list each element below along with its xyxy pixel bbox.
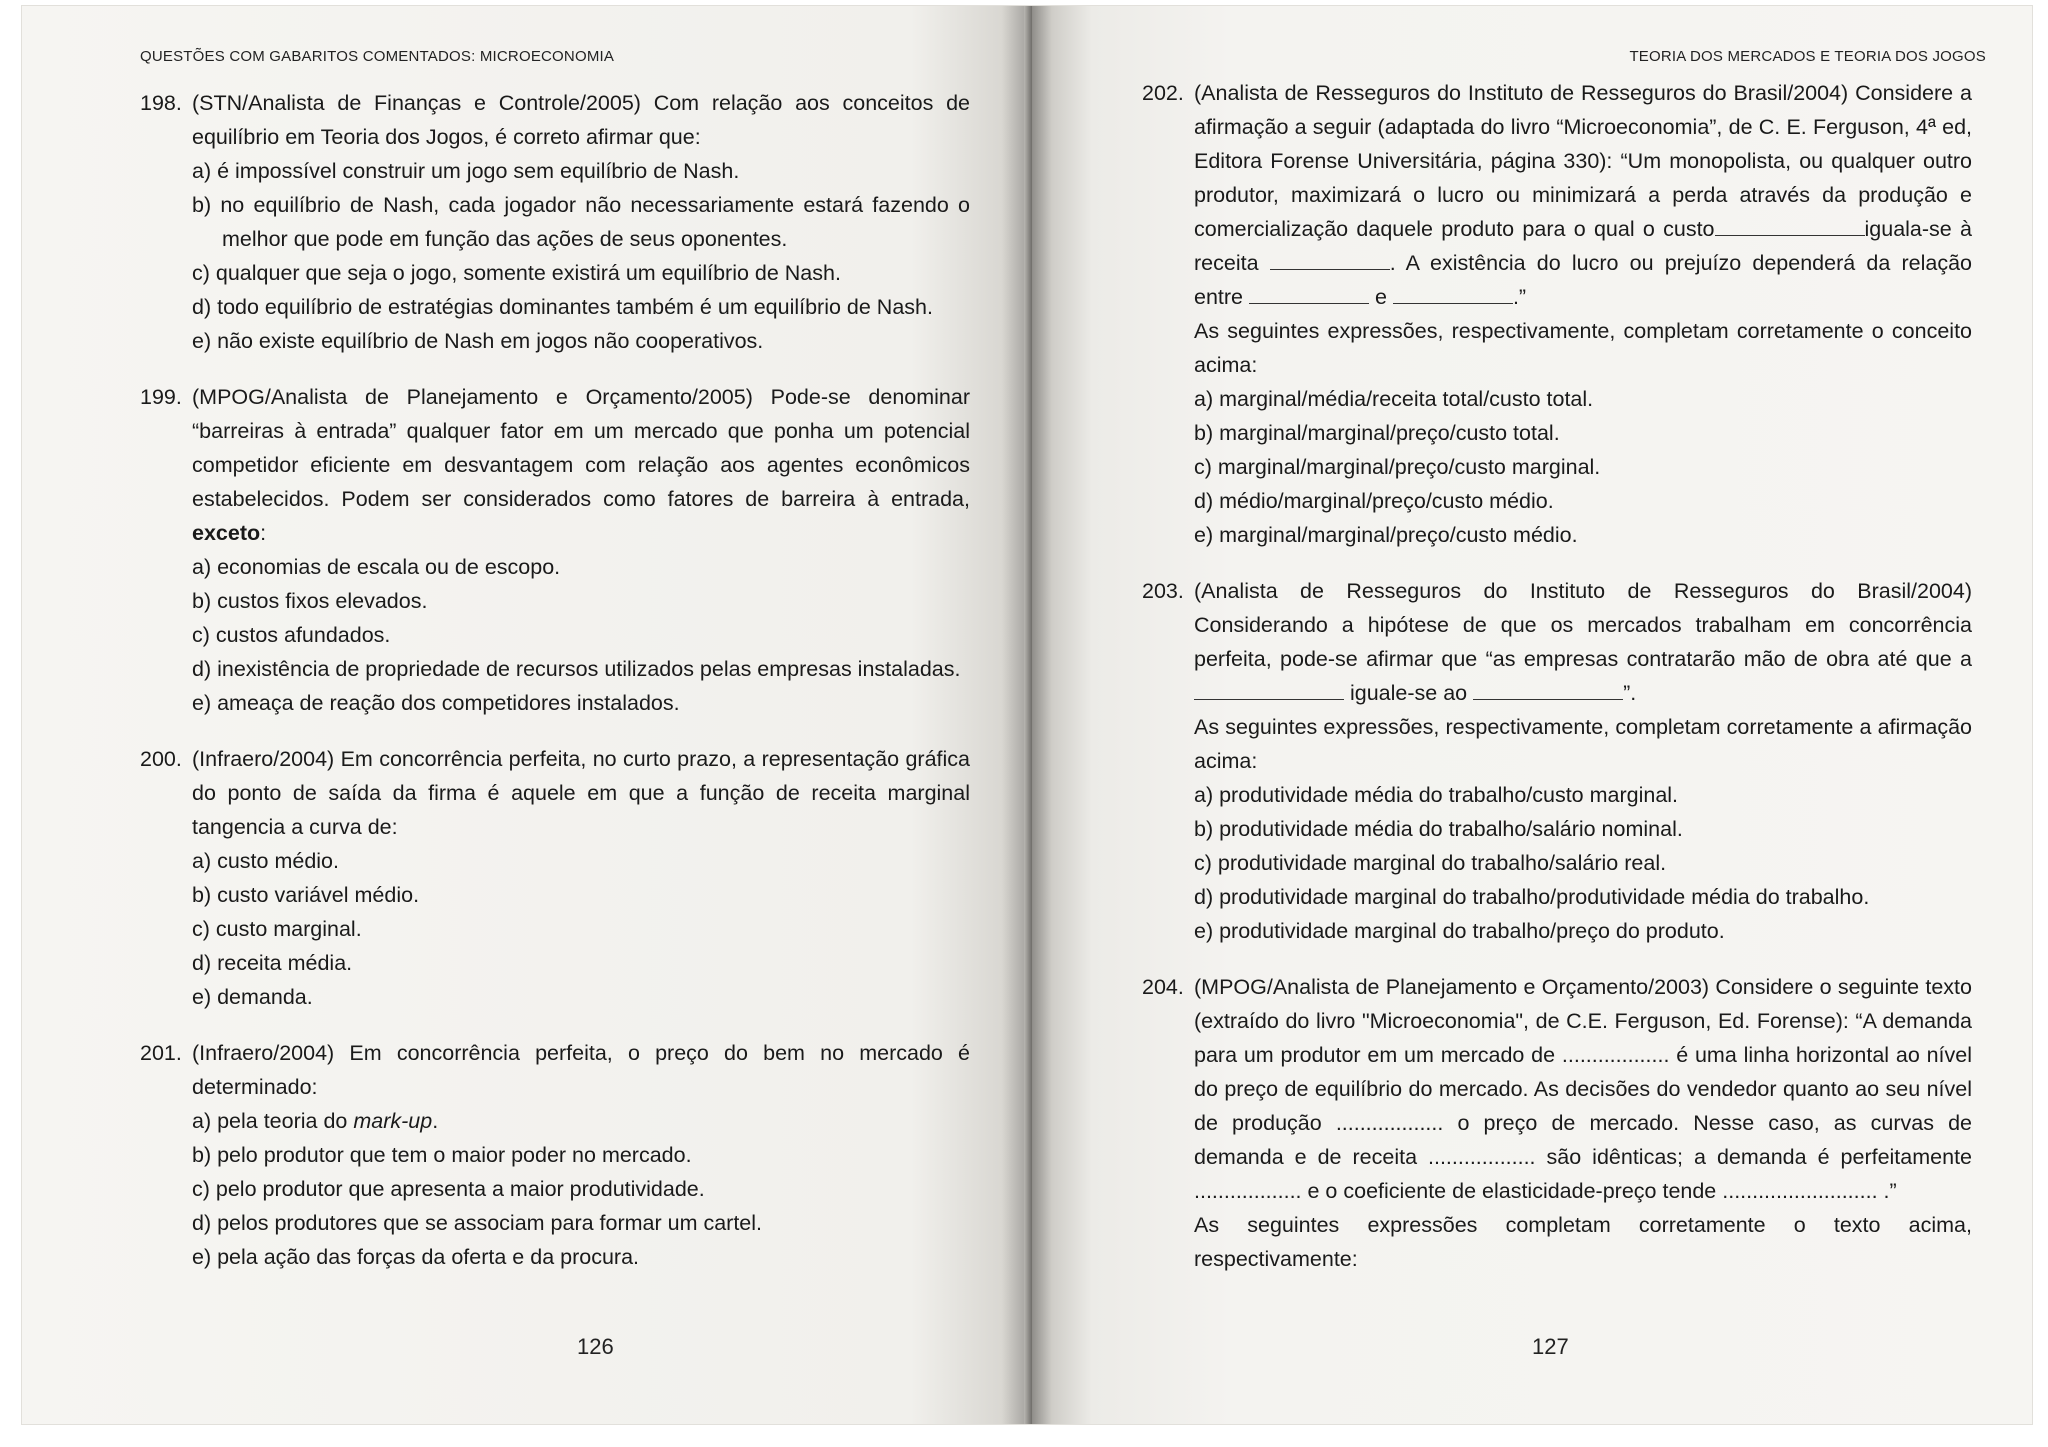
option-a-prefix: a) pela teoria do — [192, 1109, 354, 1133]
option-a: a) economias de escala ou de escopo. — [192, 555, 561, 579]
options-list — [192, 844, 970, 1014]
option-a — [192, 1104, 970, 1138]
option-d: d) todo equilíbrio de estratégias dominantes também é um equilíbrio de Nash. — [192, 295, 933, 319]
question-198 — [140, 86, 970, 358]
question-199 — [140, 380, 970, 720]
option-a-italic-term: mark-up — [353, 1109, 433, 1133]
option-e: e) demanda. — [192, 985, 313, 1009]
q202-text-4: e — [1374, 285, 1387, 309]
option-d: d) médio/marginal/preço/custo médio. — [1194, 489, 1554, 513]
blank-line — [1715, 214, 1865, 237]
question-text: (Infraero/2004) Em concorrência perfeita, no curto prazo, a representação gráfica do ponto de saída da firma é aquele em que a função de receita marginal tangencia a curva de: — [192, 747, 970, 839]
options-list — [1194, 382, 1972, 552]
option-a: a) produtividade média do trabalho/custo marginal. — [1194, 783, 1679, 807]
question-number: 198. — [140, 91, 182, 115]
blank-line — [1473, 678, 1623, 701]
option-b: b) no equilíbrio de Nash, cada jogador não necessariamente estará fazendo o melhor que pode em função das ações de seus oponentes. — [192, 193, 970, 251]
option-a-suffix: . — [432, 1109, 439, 1133]
q203-text-3: ”. — [1623, 681, 1637, 705]
question-203 — [1142, 574, 1972, 948]
options-list — [192, 1104, 970, 1274]
option-e: e) pela ação das forças da oferta e da procura. — [192, 1245, 639, 1269]
question-text — [192, 380, 970, 550]
option-e: e) produtividade marginal do trabalho/preço do produto. — [1194, 919, 1725, 943]
question-text — [1194, 970, 1972, 1276]
option-a: a) é impossível construir um jogo sem equilíbrio de Nash. — [192, 159, 740, 183]
right-running-head: TEORIA DOS MERCADOS E TEORIA DOS JOGOS — [1629, 48, 1986, 65]
blank-line — [1249, 282, 1369, 305]
option-c: c) marginal/marginal/preço/custo marginal. — [1194, 455, 1601, 479]
q203-text-2: iguale-se ao — [1349, 681, 1468, 705]
question-text: (STN/Analista de Finanças e Controle/2005) Com relação aos conceitos de equilíbrio em Teoria dos Jogos, é correto afirmar que: — [192, 91, 970, 149]
question-number: 203. — [1142, 579, 1184, 603]
question-number: 199. — [140, 385, 182, 409]
q202-text-2: iguala-se à receita — [1194, 217, 1972, 275]
question-204 — [1142, 970, 1972, 1276]
book-spread — [22, 6, 2032, 1424]
option-b: b) custos fixos elevados. — [192, 589, 428, 613]
option-a: a) marginal/média/receita total/custo total. — [1194, 387, 1594, 411]
question-201 — [140, 1036, 970, 1274]
q204-text: (MPOG/Analista de Planejamento e Orçamento/2003) Considere o seguinte texto (extraído do livro "Microeconomia", de C.E. Ferguson, Ed. Forense): “A demanda para um produtor em um mercado de .................. é uma linha horizontal ao nível do preço de equilíbrio do mercado. As decisões do vendedor quanto ao seu nível de produção .................. o preço de mercado. Nesse caso, as curvas de demanda e de receita .................. são idênticas; a demanda é perfeitamente .................. e o coeficiente de elasticidade-preço tende .......................... .” — [1194, 975, 1972, 1203]
q202-text-1: (Analista de Resseguros do Instituto de Resseguros do Brasil/2004) Considere a afirmação a seguir (adaptada do livro “Microeconomia”, de C. E. Ferguson, 4ª ed, Editora Forense Universitária, página 330): “Um monopolista, ou qualquer outro produtor, maximizará o lucro ou minimizará a perda através da produção e comercialização daquele produto para o qual o custo — [1194, 81, 1972, 241]
blank-line — [1270, 248, 1390, 271]
question-number: 200. — [140, 747, 182, 771]
question-text-emphasis: exceto — [192, 521, 261, 545]
option-c: c) pelo produtor que apresenta a maior produtividade. — [192, 1177, 705, 1201]
right-page-number: 127 — [1532, 1334, 1569, 1359]
q203-text-1: (Analista de Resseguros do Instituto de Resseguros do Brasil/2004) Considerando a hipótese de que os mercados trabalham em concorrência perfeita, pode-se afirmar que “as empresas contratarão mão de obra até que a — [1194, 579, 1972, 671]
option-d: d) receita média. — [192, 951, 353, 975]
left-running-head: QUESTÕES COM GABARITOS COMENTADOS: MICROECONOMIA — [140, 48, 615, 65]
option-c: c) produtividade marginal do trabalho/salário real. — [1194, 851, 1667, 875]
option-c: c) custo marginal. — [192, 917, 362, 941]
q204-text-2: As seguintes expressões completam corretamente o texto acima, respectivamente: — [1194, 1213, 1972, 1271]
options-list — [192, 154, 970, 358]
options-list — [192, 550, 970, 720]
question-202 — [1142, 76, 1972, 552]
option-d: d) produtividade marginal do trabalho/produtividade média do trabalho. — [1194, 885, 1870, 909]
option-b: b) marginal/marginal/preço/custo total. — [1194, 421, 1560, 445]
question-number: 204. — [1142, 975, 1184, 999]
option-b: b) produtividade média do trabalho/salário nominal. — [1194, 817, 1683, 841]
option-b: b) pelo produtor que tem o maior poder no mercado. — [192, 1143, 692, 1167]
question-200 — [140, 742, 970, 1014]
question-text — [1194, 76, 1972, 382]
question-number: 201. — [140, 1041, 182, 1065]
q202-text-3: . A existência do lucro ou prejuízo dependerá da relação entre — [1194, 251, 1972, 309]
left-page-number: 126 — [577, 1334, 614, 1359]
option-d: d) inexistência de propriedade de recursos utilizados pelas empresas instaladas. — [192, 657, 961, 681]
q203-text-4: As seguintes expressões, respectivamente, completam corretamente a afirmação acima: — [1194, 715, 1972, 773]
right-page-content — [1142, 76, 1972, 1298]
question-number: 202. — [1142, 81, 1184, 105]
option-c: c) custos afundados. — [192, 623, 391, 647]
blank-line — [1194, 678, 1344, 701]
left-page-content — [140, 86, 970, 1296]
option-e: e) marginal/marginal/preço/custo médio. — [1194, 523, 1578, 547]
question-text — [1194, 574, 1972, 778]
option-d: d) pelos produtores que se associam para formar um cartel. — [192, 1211, 763, 1235]
question-text: (Infraero/2004) Em concorrência perfeita, o preço do bem no mercado é determinado: — [192, 1041, 970, 1099]
q202-text-5: .” — [1512, 285, 1527, 309]
question-text-end: : — [260, 521, 267, 545]
option-b: b) custo variável médio. — [192, 883, 420, 907]
option-a: a) custo médio. — [192, 849, 339, 873]
question-text-main: (MPOG/Analista de Planejamento e Orçamento/2005) Pode-se denominar “barreiras à entrada” qualquer fator em um mercado que ponha um potencial competidor eficiente em desvantagem com relação aos agentes econômicos estabelecidos. Podem ser considerados como fatores de barreira à entrada, — [192, 385, 970, 511]
option-c: c) qualquer que seja o jogo, somente existirá um equilíbrio de Nash. — [192, 261, 841, 285]
left-page — [22, 6, 1032, 1424]
right-page — [1032, 6, 2032, 1424]
options-list — [1194, 778, 1972, 948]
option-e: e) não existe equilíbrio de Nash em jogos não cooperativos. — [192, 329, 764, 353]
option-e: e) ameaça de reação dos competidores instalados. — [192, 691, 680, 715]
blank-line — [1393, 282, 1513, 305]
q202-text-6: As seguintes expressões, respectivamente, completam corretamente o conceito acima: — [1194, 319, 1972, 377]
